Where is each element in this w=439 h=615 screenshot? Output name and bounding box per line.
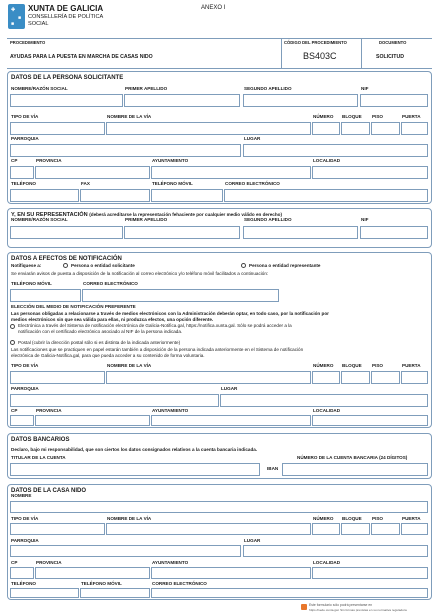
- label-phone: TELÉFONO: [11, 181, 37, 186]
- nest-label-name: NOMBRE: [11, 493, 32, 498]
- notif-label-door: PUERTA: [402, 363, 421, 368]
- label-council: AYUNTAMIENTO: [152, 158, 189, 163]
- label-surname1: PRIMER APELLIDO: [125, 86, 168, 91]
- applicant-street-name-input[interactable]: [106, 122, 311, 135]
- procedure-code: BS403C: [303, 51, 337, 61]
- notif-label-number: NÚMERO: [313, 363, 334, 368]
- applicant-block-input[interactable]: [341, 122, 370, 135]
- nest-label-zip: CP: [11, 560, 18, 565]
- annex-label: ANEXO I: [201, 5, 226, 11]
- label-street-name: NOMBRE DE LA VÍA: [107, 114, 152, 119]
- notify-to-label: Notifíquese a:: [11, 263, 42, 268]
- nest-street-type-input[interactable]: [10, 523, 105, 535]
- notif-label-floor: PISO: [372, 363, 383, 368]
- label-fax: FAX: [81, 181, 90, 186]
- nest-label-street-type: TIPO DE VÍA: [11, 516, 39, 521]
- notif-label-zip: CP: [11, 408, 18, 413]
- nest-label-door: PUERTA: [402, 516, 421, 521]
- dept-line2: SOCIAL: [28, 21, 49, 27]
- notif-label-block: BLOQUE: [342, 363, 362, 368]
- nest-name-input[interactable]: [10, 501, 428, 513]
- applicant-floor-input[interactable]: [371, 122, 400, 135]
- notif-zip-input[interactable]: [10, 415, 34, 426]
- label-street-type: TIPO DE VÍA: [11, 114, 39, 119]
- notif-label-council: AYUNTAMIENTO: [152, 408, 189, 413]
- bank-title: DATOS BANCARIOS: [11, 437, 70, 443]
- label-number: NÚMERO: [313, 114, 334, 119]
- notif-place-input[interactable]: [220, 394, 428, 407]
- code-col-label: CÓDIGO DEL PROCEDIMIENTO: [284, 40, 347, 45]
- rep-surname2-input[interactable]: [243, 226, 358, 239]
- footer-line-2: https://sede.xunta.gal. Sin formas previstas en su normativa reguladora: [309, 608, 407, 612]
- radio-postal[interactable]: [10, 340, 15, 345]
- nest-locality-input[interactable]: [312, 567, 428, 579]
- notif-block-input[interactable]: [341, 371, 370, 384]
- applicant-locality-input[interactable]: [312, 166, 428, 179]
- document-type: SOLICITUD: [376, 54, 404, 60]
- label-account-number: NÚMERO DE LA CUENTA BANCARIA (24 DÍGITOS): [297, 455, 408, 460]
- account-holder-input[interactable]: [10, 463, 260, 476]
- rep-label-name: NOMBRE/RAZÓN SOCIAL: [11, 217, 68, 222]
- applicant-place-input[interactable]: [243, 144, 428, 157]
- notif-label-place: LUGAR: [221, 386, 238, 391]
- nest-phone-input[interactable]: [10, 588, 79, 598]
- label-parish: PARROQUIA: [11, 136, 39, 141]
- nest-floor-input[interactable]: [371, 523, 400, 535]
- notif-label-province: PROVINCIA: [36, 408, 62, 413]
- representative-note: (deberá acreditarse la representación fehaciente por cualquier medio válido en derecho): [89, 212, 282, 217]
- applicant-province-input[interactable]: [35, 166, 150, 179]
- nest-label-parish: PARROQUIA: [11, 538, 39, 543]
- label-floor: PISO: [372, 114, 383, 119]
- applicant-surname2-input[interactable]: [243, 94, 358, 107]
- nest-label-street-name: NOMBRE DE LA VÍA: [107, 516, 152, 521]
- nest-label-province: PROVINCIA: [36, 560, 62, 565]
- electronic-text-2: notificación con el certificado electrónico asociado al NIF de la persona indicada.: [18, 328, 183, 334]
- applicant-fax-input[interactable]: [80, 189, 150, 202]
- notif-label-email: CORREO ELECTRÓNICO: [83, 281, 138, 286]
- nest-mobile-input[interactable]: [80, 588, 150, 598]
- sede-icon: [301, 604, 307, 610]
- radio-representative-label: Persona o entidad representante: [249, 263, 321, 268]
- postal-option-label: Postal (cubrir la dirección postal sólo si es distinta de la indicada anteriormente): [18, 340, 181, 345]
- radio-electronic[interactable]: [10, 324, 15, 329]
- nest-label-email: CORREO ELECTRÓNICO: [152, 581, 207, 586]
- electronic-text-1: Electrónica a través del Sistema de notificación electrónica de Galicia-Notifica.gal, https://notifica.xunta.gal. Sólo se podrá acceder a la: [18, 323, 292, 328]
- applicant-zip-input[interactable]: [10, 166, 34, 179]
- footer-line-1: Este formulario sólo podrá presentarse en: [309, 603, 373, 607]
- applicant-council-input[interactable]: [151, 166, 311, 179]
- rep-name-input[interactable]: [10, 226, 123, 239]
- label-zip: CP: [11, 158, 18, 163]
- applicant-surname1-input[interactable]: [124, 94, 240, 107]
- dept-line1: CONSELLERÍA DE POLÍTICA: [28, 14, 104, 20]
- notif-street-type-input[interactable]: [10, 371, 105, 384]
- label-name: NOMBRE/RAZÓN SOCIAL: [11, 86, 68, 91]
- applicant-mobile-input[interactable]: [151, 189, 223, 202]
- notif-number-input[interactable]: [312, 371, 340, 384]
- notif-label-parish: PARROQUIA: [11, 386, 39, 391]
- applicant-phone-input[interactable]: [10, 189, 79, 202]
- nest-label-council: AYUNTAMIENTO: [152, 560, 189, 565]
- applicant-name-input[interactable]: [10, 94, 123, 107]
- applicant-number-input[interactable]: [312, 122, 340, 135]
- notice-line: Se enviarán avisos de puesta a disposición de la notificación al correo electrónico y/o teléfono móvil facilitados a continuación:: [11, 271, 269, 276]
- choice-text-1: Las personas obligadas a relacionarse a través de medios electrónicos con la Administración deberán optar, en todo caso, por la notificación por: [11, 311, 329, 316]
- representative-title: Y, EN SU REPRESENTACIÓN: [11, 212, 88, 218]
- radio-applicant[interactable]: [63, 263, 68, 268]
- notif-email-input[interactable]: [82, 289, 279, 302]
- label-nif: NIF: [361, 86, 369, 91]
- nest-block-input[interactable]: [341, 523, 370, 535]
- nest-place-input[interactable]: [243, 545, 428, 557]
- nest-label-place: LUGAR: [244, 538, 261, 543]
- applicant-street-type-input[interactable]: [10, 122, 105, 135]
- choice-text-2: medios electrónicos sin que sea válida para ellas, ni produzca efectos, una opción diferente.: [11, 316, 214, 322]
- label-account-holder: TITULAR DE LA CUENTA: [11, 455, 66, 460]
- notif-label-street-name: NOMBRE DE LA VÍA: [107, 363, 152, 368]
- applicant-door-input[interactable]: [401, 122, 428, 135]
- nest-parish-input[interactable]: [10, 545, 241, 557]
- nest-council-input[interactable]: [151, 567, 311, 579]
- nest-label-number: NÚMERO: [313, 516, 334, 521]
- iban-input[interactable]: [282, 463, 428, 476]
- postal-text-1: Las notificaciones que se practiquen en papel estarán también a disposición de la persona indicada anteriormente en el Sistema de notificación: [11, 347, 304, 352]
- rep-nif-input[interactable]: [360, 226, 428, 239]
- notif-province-input[interactable]: [35, 415, 150, 426]
- iban-label: IBAN: [267, 466, 279, 471]
- label-surname2: SEGUNDO APELLIDO: [244, 86, 292, 91]
- notif-label-mobile: TELÉFONO MÓVIL: [11, 281, 52, 286]
- notif-council-input[interactable]: [151, 415, 311, 426]
- nest-number-input[interactable]: [312, 523, 340, 535]
- label-place: LUGAR: [244, 136, 261, 141]
- label-door: PUERTA: [402, 114, 421, 119]
- choice-title: ELECCIÓN DEL MEDIO DE NOTIFICACIÓN PREFERENTE: [11, 304, 136, 309]
- nest-label-block: BLOQUE: [342, 516, 362, 521]
- radio-representative[interactable]: [241, 263, 246, 268]
- notif-label-street-type: TIPO DE VÍA: [11, 363, 39, 368]
- label-block: BLOQUE: [342, 114, 362, 119]
- notif-floor-input[interactable]: [371, 371, 400, 384]
- applicant-title: DATOS DE LA PERSONA SOLICITANTE: [11, 75, 124, 81]
- applicant-email-input[interactable]: [224, 189, 428, 202]
- procedure-col-label: PROCEDIMIENTO: [10, 40, 46, 45]
- nest-label-locality: LOCALIDAD: [313, 560, 341, 565]
- notif-label-locality: LOCALIDAD: [313, 408, 341, 413]
- notif-street-name-input[interactable]: [106, 371, 311, 384]
- header-divider: [7, 38, 432, 39]
- nest-email-input[interactable]: [151, 588, 428, 598]
- notif-locality-input[interactable]: [312, 415, 428, 426]
- label-email: CORREO ELECTRÓNICO: [225, 181, 280, 186]
- nest-province-input[interactable]: [35, 567, 150, 579]
- document-col-label: DOCUMENTO: [379, 40, 407, 45]
- rep-label-surname1: PRIMER APELLIDO: [125, 217, 168, 222]
- label-locality: LOCALIDAD: [313, 158, 341, 163]
- procedure-name: AYUDAS PARA LA PUESTA EN MARCHA DE CASAS NIDO: [10, 54, 153, 60]
- applicant-nif-input[interactable]: [360, 94, 428, 107]
- org-name: XUNTA DE GALICIA: [28, 4, 104, 13]
- notification-title: DATOS A EFECTOS DE NOTIFICACIÓN: [11, 256, 122, 262]
- postal-text-2: electrónica de Galicia-Notifica.gal, para que pueda acceder a su contenido de forma voluntaria.: [11, 352, 205, 358]
- rep-surname1-input[interactable]: [124, 226, 240, 239]
- nest-label-phone: TELÉFONO: [11, 581, 37, 586]
- applicant-parish-input[interactable]: [10, 144, 241, 157]
- logo-square-icon: ■: [18, 15, 22, 21]
- label-mobile: TELÉFONO MÓVIL: [152, 181, 193, 186]
- rep-label-surname2: SEGUNDO APELLIDO: [244, 217, 292, 222]
- notif-mobile-input[interactable]: [10, 289, 81, 302]
- nest-street-name-input[interactable]: [106, 523, 311, 535]
- nest-label-floor: PISO: [372, 516, 383, 521]
- nest-zip-input[interactable]: [10, 567, 34, 579]
- nest-label-mobile: TELÉFONO MÓVIL: [81, 581, 122, 586]
- logo-cross-icon: ✚: [11, 7, 16, 13]
- nest-door-input[interactable]: [401, 523, 428, 535]
- notif-door-input[interactable]: [401, 371, 428, 384]
- rep-label-nif: NIF: [361, 217, 369, 222]
- nest-title: DATOS DE LA CASA NIDO: [11, 488, 87, 494]
- label-province: PROVINCIA: [36, 158, 62, 163]
- notif-parish-input[interactable]: [10, 394, 219, 407]
- radio-applicant-label: Persona o entidad solicitante: [71, 263, 135, 268]
- bank-declaration: Declaro, bajo mi responsabilidad, que son ciertos los datos consignados relativos a la cuenta bancaria indicada.: [11, 447, 258, 452]
- xunta-logo: ✚ ■ ■: [8, 4, 25, 29]
